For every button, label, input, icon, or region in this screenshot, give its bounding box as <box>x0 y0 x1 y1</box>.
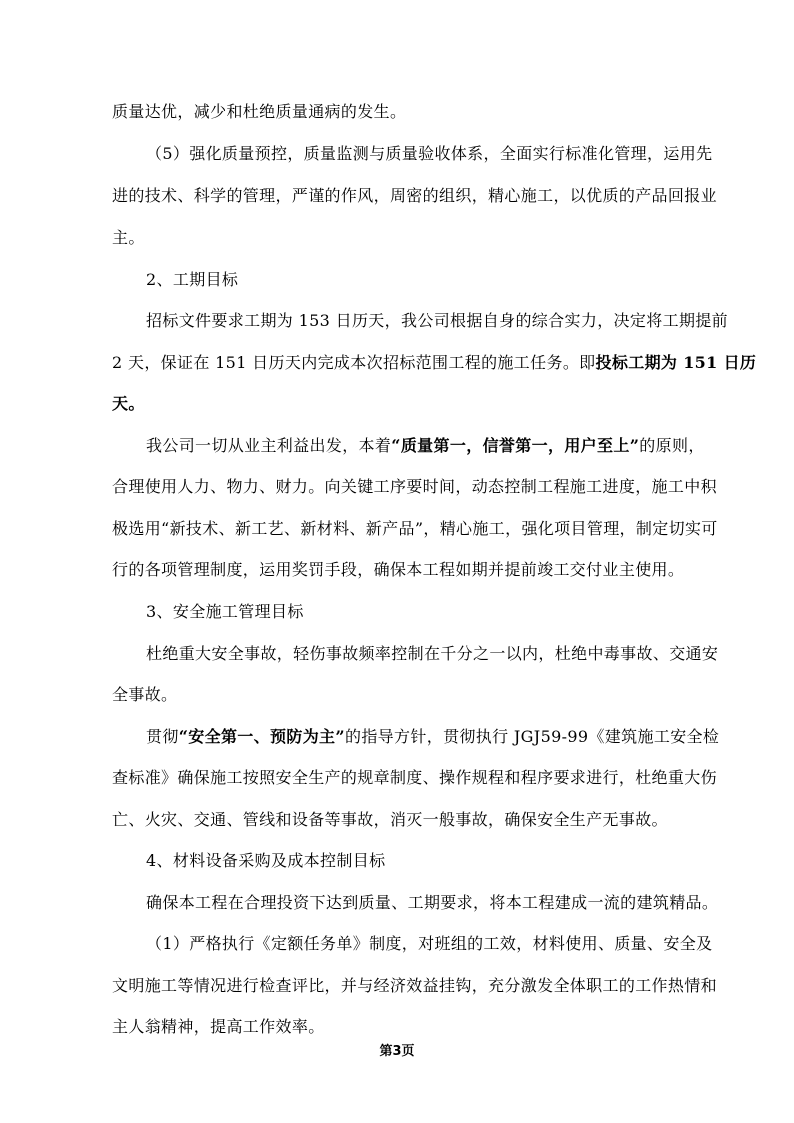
body-text-line: 主人翁精神，提高工作效率。 <box>112 1017 325 1036</box>
bold-text: “质量第一，信誉第一，用户至上” <box>391 436 640 455</box>
bold-text: 天。 <box>112 394 145 413</box>
body-text-line: 确保本工程在合理投资下达到质量、工期要求，将本工程建成一流的建筑精品。 <box>146 893 719 912</box>
body-text-line <box>146 727 746 747</box>
body-text-line <box>112 394 712 414</box>
body-text-line: 进的技术、科学的管理，严谨的作风，周密的组织，精心施工，以优质的产品回报业 <box>112 186 717 205</box>
body-text-line <box>146 436 746 456</box>
body-text-line: （5）强化质量预控，质量监测与质量验收体系，全面实行标准化管理，运用先 <box>146 144 713 163</box>
text-span: 2 天，保证在 151 日历天内完成本次招标范围工程的施工任务。即 <box>112 353 596 372</box>
text-span: 的指导方针，贯彻执行 JGJ59-99《建筑施工安全检 <box>344 727 720 746</box>
section-heading: 3、安全施工管理目标 <box>146 602 304 621</box>
body-text-line: 文明施工等情况进行检查评比，并与经济效益挂钩，充分激发全体职工的工作热情和 <box>112 976 717 995</box>
body-text-line: （1）严格执行《定额任务单》制度，对班组的工效，材料使用、质量、安全及 <box>146 934 713 953</box>
page-number <box>0 1044 794 1060</box>
body-text-line: 亡、火灾、交通、管线和设备等事故，消灭一般事故，确保安全生产无事故。 <box>112 810 668 829</box>
body-text-line: 招标文件要求工期为 153 日历天，我公司根据自身的综合实力，决定将工期提前 <box>146 311 729 330</box>
body-text-line: 质量达优，减少和杜绝质量通病的发生。 <box>112 102 407 121</box>
body-text-line: 主。 <box>112 228 145 247</box>
body-text-line: 杜绝重大安全事故，轻伤事故频率控制在千分之一以内，杜绝中毒事故、交通安 <box>146 644 719 663</box>
body-text-line: 全事故。 <box>112 685 178 704</box>
page-number-text: 第3页 <box>379 1044 415 1059</box>
text-span: 贯彻 <box>146 727 179 746</box>
body-text-line: 行的各项管理制度，运用奖罚手段，确保本工程如期并提前竣工交付业主使用。 <box>112 560 685 579</box>
text-span: 的原则， <box>639 436 705 455</box>
section-heading: 4、材料设备采购及成本控制目标 <box>146 851 386 870</box>
bold-text: 投标工期为 151 日历 <box>595 353 757 372</box>
section-heading: 2、工期目标 <box>146 270 239 289</box>
body-text-line: 极选用“新技术、新工艺、新材料、新产品”，精心施工，强化项目管理，制定切实可 <box>112 519 718 538</box>
text-span: 我公司一切从业主利益出发，本着 <box>146 436 392 455</box>
body-text-line: 合理使用人力、物力、财力。向关键工序要时间，动态控制工程施工进度，施工中积 <box>112 477 717 496</box>
body-text-line: 查标准》确保施工按照安全生产的规章制度、操作规程和程序要求进行，杜绝重大伤 <box>112 768 717 787</box>
body-text-line <box>112 353 757 373</box>
bold-text: “安全第一、预防为主” <box>178 727 345 746</box>
